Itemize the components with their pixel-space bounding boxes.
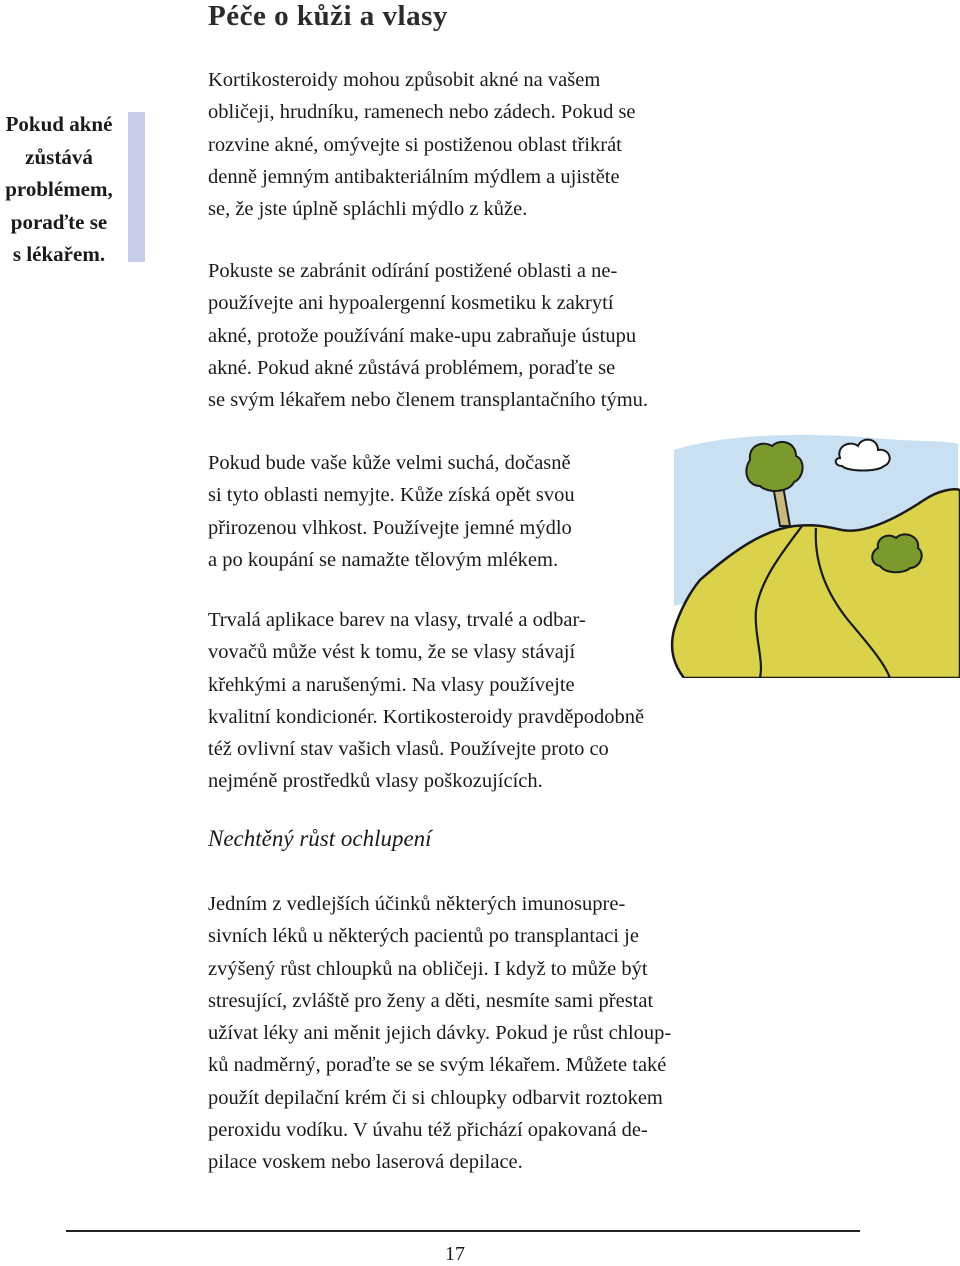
paragraph-acne-care — [208, 255, 718, 416]
text-line: peroxidu vodíku. V úvahu též přichází opakovaná de- — [208, 1119, 648, 1142]
text-line: akné, protože používání make-upu zabraňuje ústupu — [208, 324, 637, 347]
tree-crown — [746, 442, 802, 491]
page-number: 17 — [445, 1243, 465, 1265]
text-line: Pokuste se zabránit odírání postižené oblasti a ne- — [208, 260, 618, 282]
text-line: Kortikosteroidy mohou způsobit akné na vašem — [208, 69, 601, 91]
text-line: použít depilační krém či si chloupky odbarvit roztokem — [208, 1086, 663, 1109]
text-line: pilace voskem nebo laserová depilace. — [208, 1151, 523, 1174]
text-line: přirozenou vlhkost. Používejte jemné mýdlo — [208, 516, 572, 539]
sidenote-line: zůstává — [25, 144, 93, 169]
text-line: Jedním z vedlejších účinků některých imunosupre- — [208, 893, 626, 915]
text-line: Trvalá aplikace barev na vlasy, trvalé a odbar- — [208, 609, 586, 631]
text-line: ků nadměrný, poraďte se se svým lékařem. Můžete také — [208, 1054, 667, 1077]
footer-divider — [66, 1230, 860, 1232]
text-line: sivních léků u některých pacientů po transplantaci je — [208, 925, 639, 948]
paragraph-hair-growth — [208, 888, 720, 1179]
bush — [872, 534, 921, 572]
sidenote — [0, 108, 118, 271]
text-line: akné. Pokud akné zůstává problémem, poraďte se — [208, 356, 616, 379]
paragraph-hair — [208, 604, 720, 798]
text-line: kvalitní kondicionér. Kortikosteroidy pravděpodobně — [208, 705, 645, 728]
text-line: užívat léky ani měnit jejich dávky. Pokud je růst chloup- — [208, 1022, 672, 1045]
page-heading: Péče o kůži a vlasy — [208, 0, 448, 32]
paragraph-dry-skin — [208, 447, 638, 576]
text-line: křehkými a narušenými. Na vlasy používejte — [208, 673, 575, 696]
sidenote-line: Pokud akné — [5, 112, 113, 136]
text-line: nejméně prostředků vlasy poškozujících. — [208, 770, 543, 793]
text-line: zvýšený růst chloupků na obličeji. I když to může být — [208, 957, 648, 980]
text-line: Pokud bude vaše kůže velmi suchá, dočasně — [208, 452, 571, 474]
sidenote-line: s lékařem. — [12, 242, 106, 266]
sidenote-accent-bar — [128, 112, 145, 262]
text-line: též ovlivní stav vašich vlasů. Používejte proto co — [208, 738, 609, 761]
text-line: si tyto oblasti nemyjte. Kůže získá opět svou — [208, 484, 575, 507]
text-line: se, že jste úplně spláchli mýdlo z kůže. — [208, 198, 528, 221]
text-line: se svým lékařem nebo členem transplantačního týmu. — [208, 389, 649, 412]
text-line: obličeji, hrudníku, ramenech nebo zádech. Pokud se — [208, 101, 636, 124]
text-line: používejte ani hypoalergenní kosmetiku k zakrytí — [208, 292, 614, 315]
section-subheading: Nechtěný růst ochlupení — [208, 826, 432, 851]
sidenote-line: problémem, — [5, 177, 113, 201]
text-line: stresující, zvláště pro ženy a děti, nesmíte sami přestat — [208, 989, 654, 1012]
sidenote-line: poraďte se — [10, 209, 108, 234]
text-line: a po koupání se namažte tělovým mlékem. — [208, 548, 559, 571]
text-line: rozvine akné, omývejte si postiženou oblast třikrát — [208, 133, 622, 156]
text-line: vovačů může vést k tomu, že se vlasy stávají — [208, 641, 576, 664]
text-line: denně jemným antibakteriálním mýdlem a ujistěte — [208, 165, 620, 188]
paragraph-acne-intro — [208, 64, 718, 225]
